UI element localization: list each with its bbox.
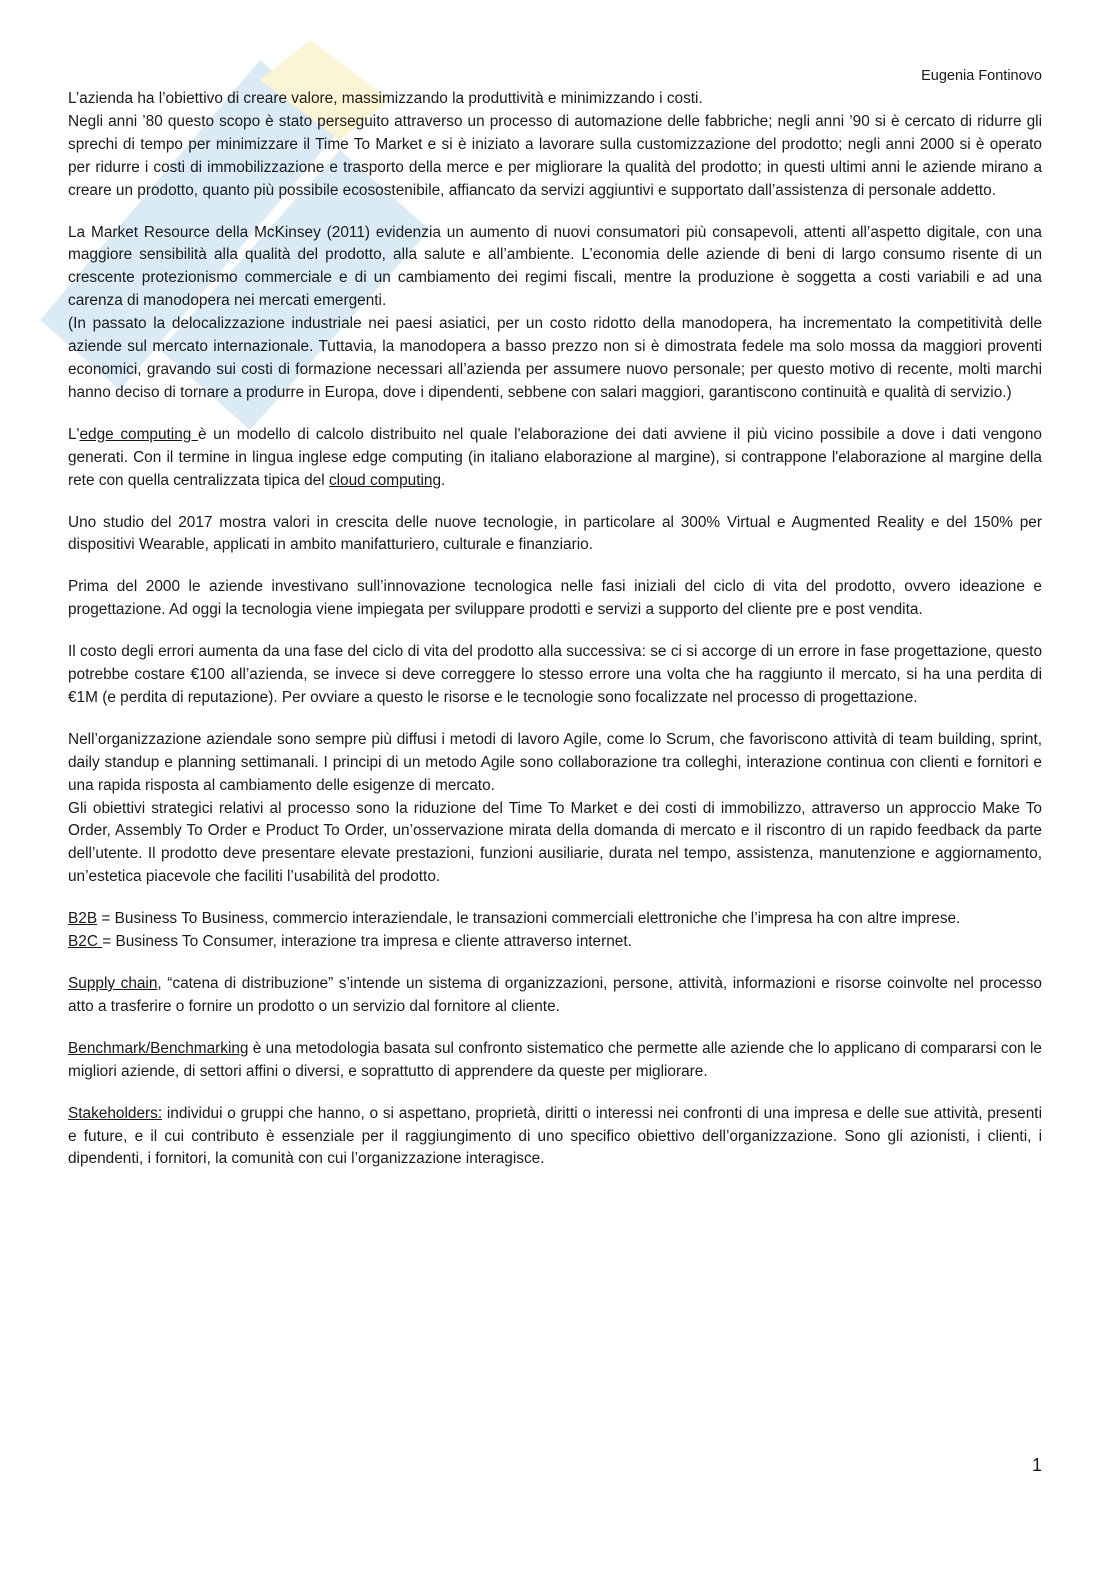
supply-chain-definition: Supply chain, “catena di distribuzione” s’intende un sistema di organizzazioni, persone, attività, informazioni e risorse coinvolte nel processo atto a trasferire o fornire un prodotto o un servizio dal fornitore al cliente.	[68, 975, 1042, 1015]
paragraph: Prima del 2000 le aziende investivano sull’innovazione tecnologica nelle fasi iniziali del ciclo di vita del prodotto, ovvero ideazione e progettazione. Ad oggi la tecnologia viene impiegata per sviluppare prodotti e servizi a supporto del cliente pre e post vendita.	[68, 578, 1042, 619]
paragraph: La Market Resource della McKinsey (2011) evidenzia un aumento di nuovi consumatori più consapevoli, attenti all’aspetto digitale, con una maggiore sensibilità alla qualità del prodotto, alla salute e all’ambiente. L’economia delle aziende di beni di largo consumo risente di un crescente protezionismo commerciale e di un cambiamento dei regimi fiscali, mentre la produzione è soggetta a costi variabili e ad una carenza di manodopera nei mercati emergenti.	[68, 223, 1042, 310]
paragraph: Il costo degli errori aumenta da una fase del ciclo di vita del prodotto alla successiva: se ci si accorge di un errore in fase progettazione, questo potrebbe costare €100 all’azienda, se invece si deve correggere lo stesso errore una volta che ha raggiunto il mercato, si ha una perdita di €1M (e perdita di reputazione). Per ovviare a questo le risorse e le tecnologie sono focalizzate nel processo di progettazione.	[68, 643, 1042, 706]
paragraph: L’azienda ha l’obiettivo di creare valore, massimizzando la produttività e minimizzando i costi.	[68, 90, 703, 107]
paragraph: Nell’organizzazione aziendale sono sempre più diffusi i metodi di lavoro Agile, come lo Scrum, che favoriscono attività di team building, sprint, daily standup e planning settimanali. I principi di un metodo Agile sono collaborazione tra colleghi, interazione continua con clienti e fornitori e una rapida risposta al cambiamento delle esigenze di mercato.	[68, 730, 1042, 794]
edge-computing-link[interactable]: edge computing	[79, 425, 198, 443]
b2c-term: B2C	[68, 933, 103, 951]
paragraph: Negli anni ’80 questo scopo è stato perseguito attraverso un processo di automazione delle fabbriche; negli anni ’90 si è cercato di ridurre gli sprechi di tempo per minimizzare il Time To Market e si è iniziato a lavorare sulla customizzazione del prodotto; negli anni 2000 si è operato per ridurre i costi di immobilizzazione e trasporto della merce e per migliorare la qualità del prodotto; in questi ultimi anni le aziende mirano a creare un prodotto, quanto più possibile ecosostenibile, affiancato da servizi aggiuntivi e supportato dall’assistenza di personale addetto.	[68, 112, 1042, 199]
b2b-term: B2B	[68, 910, 98, 928]
paragraph: Uno studio del 2017 mostra valori in crescita delle nuove tecnologie, in particolare al 300% Virtual e Augmented Reality e del 150% per dispositivi Wearable, applicati in ambito manifatturiero, culturale e finanziario.	[68, 513, 1042, 554]
b2c-definition: B2C = Business To Consumer, interazione tra impresa e cliente attraverso internet.	[68, 933, 632, 951]
cloud-computing-link[interactable]: cloud computing	[328, 471, 442, 489]
benchmark-term: Benchmark/Benchmarking	[68, 1039, 249, 1057]
paragraph: (In passato la delocalizzazione industriale nei paesi asiatici, per un costo ridotto della manodopera, ha incrementato la competitività delle aziende sul mercato internazionale. Tuttavia, la manodopera a basso prezzo non si è dimostrata fedele ma solo mossa da maggiori proventi economici, gravando sui costi di formazione necessari all’azienda per assumere nuovo personale; per questo motivo di recente, molti marchi hanno deciso di tornare a produrre in Europa, dove i dipendenti, sebbene con salari maggiori, garantiscono continuità e qualità di servizio.)	[68, 315, 1042, 401]
stakeholders-term: Stakeholders:	[68, 1104, 163, 1122]
b2b-definition: B2B = Business To Business, commercio interaziendale, le transazioni commerciali elettroniche che l’impresa ha con altre imprese.	[68, 910, 961, 928]
supply-chain-term: Supply chain	[68, 975, 158, 992]
stakeholders-definition: Stakeholders: individui o gruppi che hanno, o si aspettano, proprietà, diritti o interessi nei confronti di una impresa e delle sue attività, presenti e future, e il cui contributo è essenziale per il raggiungimento di uno specifico obiettivo dell’organizzazione. Sono gli azionisti, i clienti, i dipendenti, i fornitori, la comunità con cui l’organizzazione interagisce.	[68, 1104, 1042, 1168]
paragraph: Gli obiettivi strategici relativi al processo sono la riduzione del Time To Market e dei costi di immobilizzo, attraverso un approccio Make To Order, Assembly To Order e Product To Order, un’osservazione mirata della domanda di mercato e il riscontro di un rapido feedback da parte dell’utente. Il prodotto deve presentare elevate prestazioni, funzioni ausiliarie, durata nel tempo, assistenza, manutenzione e aggiornamento, un’estetica piacevole che faciliti l’usabilità del prodotto.	[68, 799, 1042, 886]
page-number: 1	[1031, 1455, 1042, 1475]
paragraph-edge-computing: L'edge computing è un modello di calcolo distribuito nel quale l'elaborazione dei dati avviene il più vicino possibile a dove i dati vengono generati. Con il termine in lingua inglese edge computing (in italiano elaborazione al margine), si contrappone l'elaborazione al margine della rete con quella centralizzata tipica del cloud computing.	[68, 425, 1042, 489]
author-name: Eugenia Fontinovo	[921, 68, 1042, 84]
document-body	[68, 88, 1042, 1190]
benchmark-definition: Benchmark/Benchmarking è una metodologia basata sul confronto sistematico che permette alle aziende che lo applicano di compararsi con le migliori aziende, di settori affini o diversi, e soprattutto di apprendere da queste per migliorare.	[68, 1039, 1042, 1080]
